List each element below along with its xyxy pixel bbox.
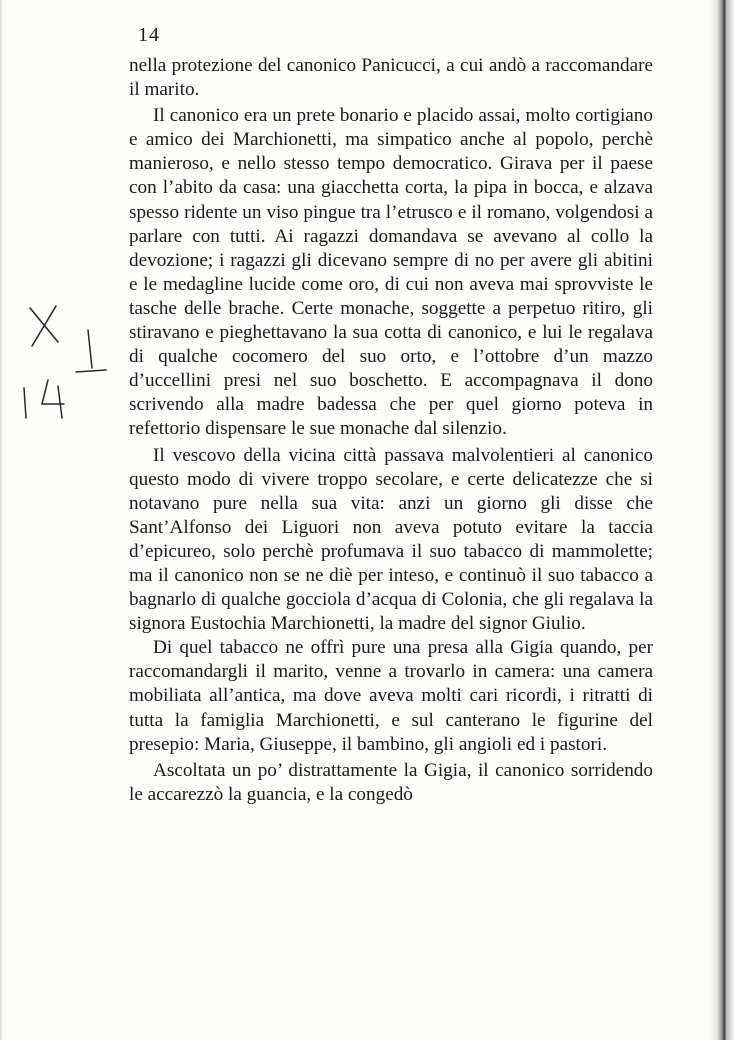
paragraph-4: Di quel tabacco ne offrì pure una presa alla Gigia quando, per raccomandargli il marito, venne a trovarlo in camera: una camera mobiliata all’antica, ma dove aveva molti cari ricordi, i ritratti di tutta la famiglia Marchionetti, e sul canterano le figurine del presepio: Maria, Giuseppe, il bambino, gli angioli ed i pastori. — [129, 637, 653, 755]
body-text — [129, 54, 653, 807]
paragraph-3: Il vescovo della vicina città passava malvolentieri al canonico questo modo di vivere troppo secolare, e certe delicatezze che si notavano pure nella sua vita: anzi un giorno gli disse che Sant’Alfonso dei Liguori non aveva potuto evitare la taccia d’epicureo, solo perchè profumava il suo tabacco di mammolette; ma il canonico non se ne diè per inteso, e continuò il suo tabacco a bagnarlo di qualche gocciola d’acqua di Colonia, che gli regalava la signora Eustochia Marchionetti, la madre del signor Giulio. — [129, 444, 653, 635]
paragraph-1: nella protezione del canonico Panicucci, a cui andò a raccomandare il marito. — [129, 55, 653, 101]
page-number: 14 — [138, 24, 160, 46]
handwritten-margin-note — [18, 300, 108, 420]
paragraph-5: Ascoltata un po’ distrattamente la Gigia, il canonico sorridendo le accarezzò la guancia, e la congedò — [129, 759, 653, 805]
page-binding-shadow — [708, 0, 734, 1040]
page-left-edge — [0, 0, 3, 1040]
paragraph-2: Il canonico era un prete bonario e placido assai, molto cortigiano e amico dei Marchionetti, ma simpatico anche al popolo, perchè manieroso, e nello stesso tempo democratico. Girava per il paese con l’abito da casa: una giacchetta corta, la pipa in bocca, e alzava spesso ridente un viso pingue tra l’etrusco e il romano, volgendosi a parlare con tutti. Ai ragazzi domandava se avevano al collo la devozione; i ragazzi gli dicevano sempre di no per avere gli abitini e le medagline lucide come oro, di cui non aveva mai sprovviste le tasche delle brache. Certe monache, soggette a perpetuo ritiro, gli stiravano e pieghettavano la sua cotta di canonico, e lui le regalava di qualche cocomero del suo orto, e l’ottobre d’un mazzo d’uccellini presi nel suo boschetto. E accompagnava il dono scrivendo alla madre badessa che per quel giorno poteva in refettorio dispensare le sue monache dal silenzio. — [129, 105, 653, 440]
handwritten-note-glyphs — [18, 300, 108, 420]
